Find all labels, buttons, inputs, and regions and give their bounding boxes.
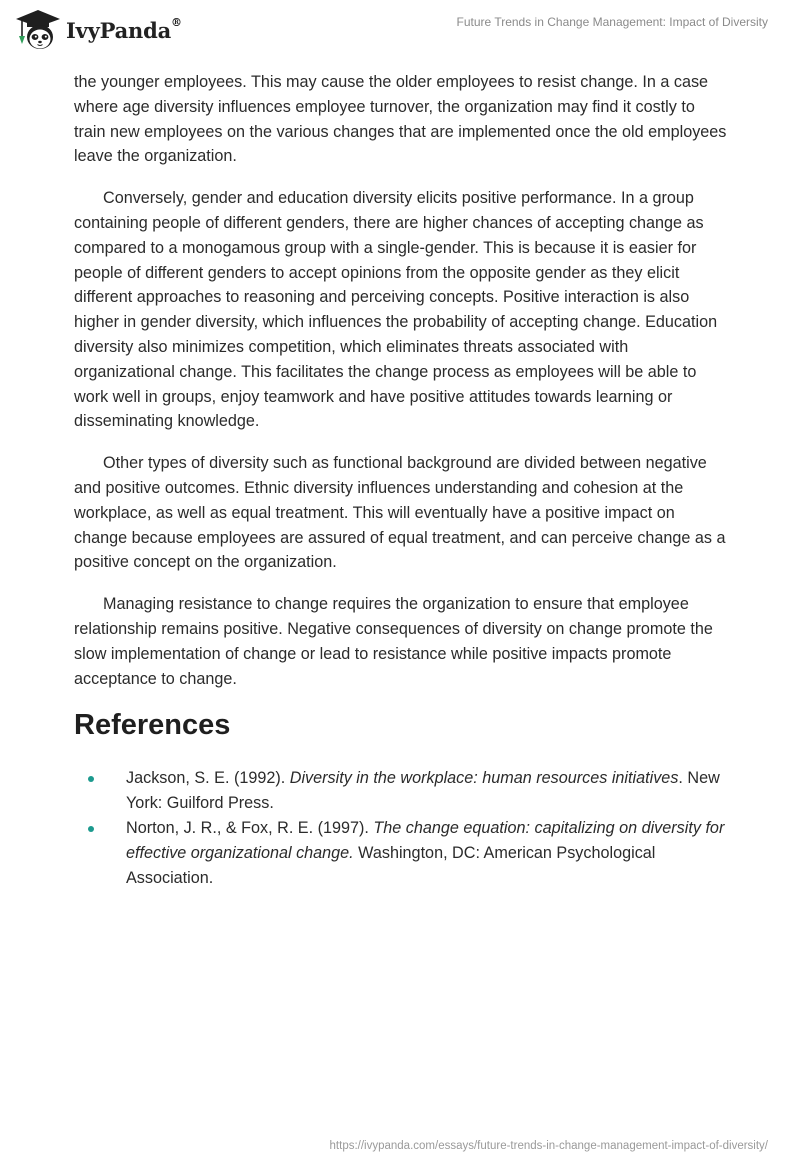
bullet-icon <box>88 776 94 782</box>
ivypanda-logo[interactable] <box>14 8 182 52</box>
paragraph-4: Managing resistance to change requires the organization to ensure that employee relationship remains positive. Negative consequences of diversity on change promote the slow implementation of change or lead to resistance while positive impacts promote acceptance to change. <box>74 595 713 688</box>
brand-name: IvyPanda® <box>66 15 182 43</box>
source-url[interactable]: https://ivypanda.com/essays/future-trends-in-change-management-impact-of-diversity/ <box>329 1140 768 1152</box>
reference-item <box>74 766 730 816</box>
paragraph-3: Other types of diversity such as functional background are divided between negative and positive outcomes. Ethnic diversity influences understanding and cohesion at the workplace, as well as equal treatment. This will eventually have a positive impact on change because employees are assured of equal treatment, and can perceive change as a positive concept on the organization. <box>74 454 726 572</box>
reference-item <box>74 816 730 890</box>
references-list <box>74 766 730 890</box>
essay-body <box>74 70 730 890</box>
references-heading: References <box>74 709 231 742</box>
reference-publisher: . New York: Guilford Press. <box>126 769 720 813</box>
paragraph-1: the younger employees. This may cause the older employees to resist change. In a case where age diversity influences employee turnover, the organization may find it costly to train new employees on the various changes that are implemented once the old employees leave the organization. <box>74 73 727 166</box>
reference-author: Norton, J. R., & Fox, R. E. (1997). <box>126 818 374 837</box>
document-title: Future Trends in Change Management: Impact of Diversity <box>456 15 768 29</box>
reference-publisher: Washington, DC: American Psychological Association. <box>126 843 656 887</box>
reference-title: Diversity in the workplace: human resources initiatives <box>289 769 679 788</box>
reference-title: The change equation: capitalizing on diversity for effective organizational change. <box>126 818 725 862</box>
reference-author: Jackson, S. E. (1992). <box>126 769 290 788</box>
paragraph-2: Conversely, gender and education diversity elicits positive performance. In a group containing people of different genders, there are higher chances of accepting change as compared to a monogamous group with a single-gender. This is because it is easier for people of different genders to accept opinions from the opposite gender as they elicit different approaches to reasoning and perceiving concepts. Positive interaction is also higher in gender diversity, which influences the probability of accepting change. Education diversity also minimizes competition, which eliminates threats associated with organizational change. This facilitates the change process as employees will be able to work well in groups, enjoy teamwork and have positive attitudes towards learning or disseminating knowledge. <box>74 189 718 431</box>
panda-graduate-icon <box>14 8 62 52</box>
bullet-icon <box>88 826 94 832</box>
page-header <box>0 0 800 60</box>
